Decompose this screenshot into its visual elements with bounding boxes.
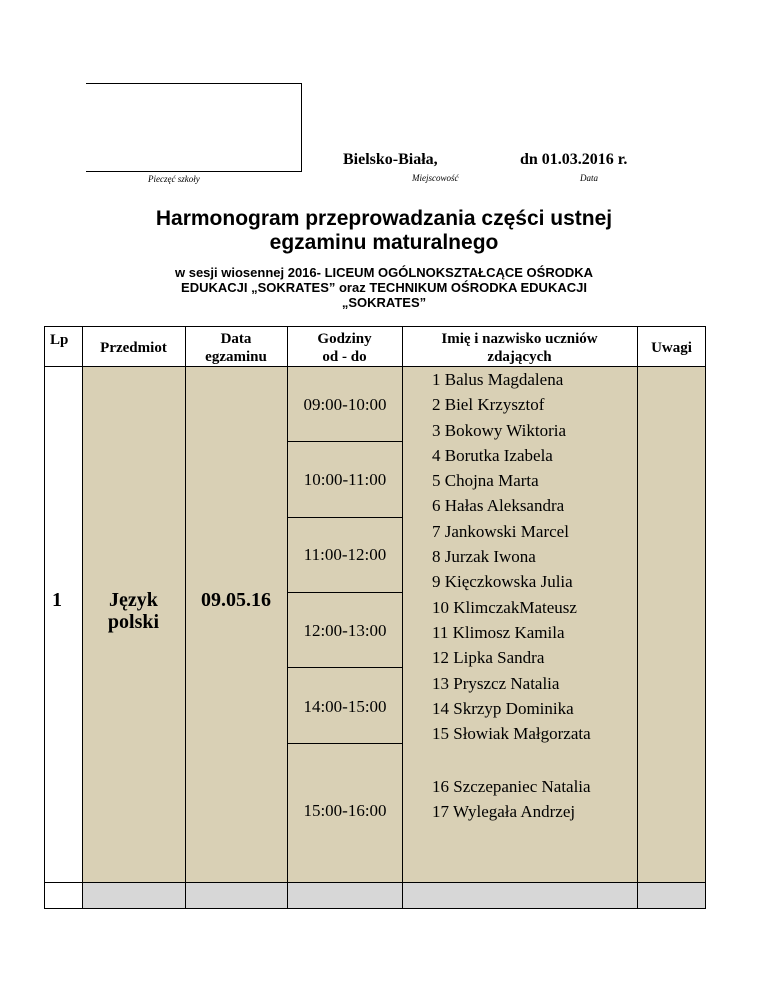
- stamp-label: Pieczęć szkoły: [148, 174, 200, 184]
- header-date: [185, 330, 287, 366]
- place-caption: Miejscowość: [412, 173, 459, 183]
- time-slot: 15:00-16:00: [303, 801, 387, 820]
- list-item: 14 Skrzyp Dominika: [432, 698, 574, 718]
- list-item: 3 Bokowy Wiktoria: [432, 420, 567, 440]
- list-item: 2 Biel Krzysztof: [432, 395, 545, 415]
- header-subject: Przedmiot: [100, 340, 167, 356]
- time-slot: 09:00-10:00: [303, 395, 387, 414]
- time-slot: 12:00-13:00: [303, 621, 387, 640]
- header-date-line-1: Data: [220, 331, 252, 347]
- header-hours: [287, 330, 402, 366]
- row-exam-date: 09.05.16: [201, 589, 271, 611]
- time-slot: 11:00-12:00: [303, 545, 387, 564]
- header-students-line-2: zdających: [487, 349, 552, 365]
- date-caption: Data: [580, 173, 598, 183]
- list-item: 17 Wylegała Andrzej: [432, 802, 576, 822]
- subject-line-1: Język: [109, 589, 158, 611]
- time-slot: 10:00-11:00: [303, 470, 387, 489]
- header-notes: Uwagi: [651, 340, 692, 356]
- subtitle-line-3: „SOKRATES”: [341, 295, 427, 310]
- header-lp: Lp: [50, 332, 69, 348]
- subject-line-2: polski: [107, 611, 160, 633]
- document-date: dn 01.03.2016 r.: [520, 151, 628, 168]
- title-line-1: Harmonogram przeprowadzania części ustnej: [155, 207, 613, 230]
- header-date-line-2: egzaminu: [205, 349, 267, 365]
- list-item: 12 Lipka Sandra: [432, 648, 545, 668]
- list-item: 10 KlimczakMateusz: [432, 597, 577, 617]
- subtitle-line-1: w sesji wiosennej 2016- LICEUM OGÓLNOKSZTAŁCĄCE OŚRODKA: [175, 265, 593, 280]
- list-item: 9 Kięczkowska Julia: [432, 572, 573, 592]
- header-students: [402, 330, 637, 366]
- place: Bielsko-Biała,: [343, 151, 438, 168]
- list-item: 5 Chojna Marta: [432, 471, 539, 491]
- list-item: 11 Klimosz Kamila: [432, 622, 565, 642]
- header-students-line-1: Imię i nazwisko uczniów: [441, 331, 598, 347]
- list-item: 13 Pryszcz Natalia: [432, 673, 560, 693]
- header-hours-line-2: od - do: [322, 349, 367, 365]
- subtitle-line-2: EDUKACJI „SOKRATES” oraz TECHNIKUM OŚRODKA EDUKACJI: [181, 280, 587, 295]
- list-item: 15 Słowiak Małgorzata: [432, 724, 591, 744]
- list-item: 8 Jurzak Iwona: [432, 547, 536, 567]
- list-item: 7 Jankowski Marcel: [432, 521, 569, 541]
- row-subject: [82, 589, 185, 633]
- list-item: 1 Balus Magdalena: [432, 370, 564, 389]
- list-item: 4 Borutka Izabela: [432, 445, 553, 465]
- list-item: 16 Szczepaniec Natalia: [432, 777, 591, 796]
- list-item: 6 Hałas Aleksandra: [432, 496, 565, 516]
- row-lp: 1: [52, 589, 62, 611]
- time-slot: 14:00-15:00: [303, 697, 387, 716]
- student-list-last-slot: [432, 774, 591, 825]
- header-hours-line-1: Godziny: [317, 331, 372, 347]
- title-line-2: egzaminu maturalnego: [269, 231, 499, 254]
- student-list: [432, 367, 591, 746]
